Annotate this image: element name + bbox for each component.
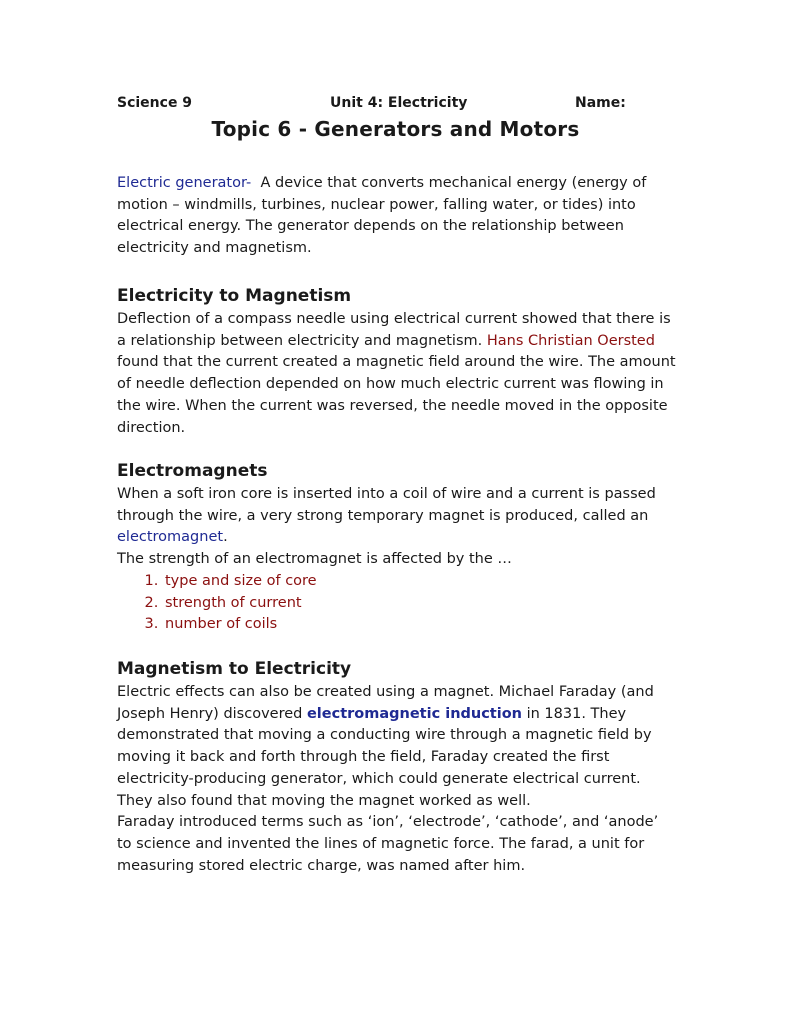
section-heading: Magnetism to Electricity (117, 659, 352, 679)
section-paragraph (117, 682, 677, 812)
paragraph-text: Deflection of a compass needle using electrical current showed that there is a relationship between electricity and magnetism. (117, 311, 671, 349)
paragraph-text: in 1831. They demonstrated that moving a conducting wire through a magnetic field by moving it back and forth through the field, Faraday created the first electricity-producing generator, which could generate electrical current. They also found that moving the magnet worked as well. (117, 705, 652, 809)
section-paragraph: Faraday introduced terms such as ‘ion’, ‘electrode’, ‘cathode’, and ‘anode’ to science and invented the lines of magnetic force. The farad, a unit for measuring stored electric charge, was named after him. (117, 814, 659, 874)
key-term: electromagnet (117, 529, 224, 546)
factor-list (117, 571, 677, 636)
list-item: 3. number of coils (163, 614, 677, 636)
list-item: 1. type and size of core (163, 571, 677, 593)
section-electricity-to-magnetism (117, 283, 677, 439)
intro-paragraph (117, 173, 677, 260)
section-paragraph (117, 484, 677, 549)
key-term: electromagnetic induction (306, 705, 522, 722)
document-header (117, 95, 637, 115)
section-electromagnets (117, 458, 677, 636)
paragraph-text: When a soft iron core is inserted into a coil of wire and a current is passed through the wire, a very strong temporary magnet is produced, called an (117, 486, 656, 524)
paragraph-text: found that the current created a magnetic field around the wire. The amount of needle deflection depended on how much electric current was flowing in the wire. When the current was reversed, the needle moved in the opposite direction. (117, 354, 676, 436)
course-label: Science 9 (117, 95, 193, 111)
person-name: Hans Christian Oersted (486, 332, 655, 349)
section-heading: Electricity to Magnetism (117, 286, 352, 306)
section-heading: Electromagnets (117, 461, 268, 481)
paragraph-text: . (223, 529, 228, 546)
intro-text: A device that converts mechanical energy (energy of motion – windmills, turbines, nuclear power, falling water, or tides) into electrical energy. The generator depends on the relationship between electricity and magnetism. (117, 175, 647, 257)
section-magnetism-to-electricity (117, 656, 677, 877)
paragraph-text: Electric effects can also be created using a magnet. Michael Faraday (and Joseph Henry) discovered (117, 684, 654, 722)
name-label: Name: (575, 95, 626, 111)
intro-term: Electric generator- (117, 175, 252, 191)
unit-label: Unit 4: Electricity (330, 95, 468, 111)
list-intro: The strength of an electromagnet is affected by the … (117, 551, 512, 568)
page-title: Topic 6 - Generators and Motors (211, 117, 580, 141)
section-paragraph (117, 309, 677, 439)
list-item: 2. strength of current (163, 593, 677, 615)
